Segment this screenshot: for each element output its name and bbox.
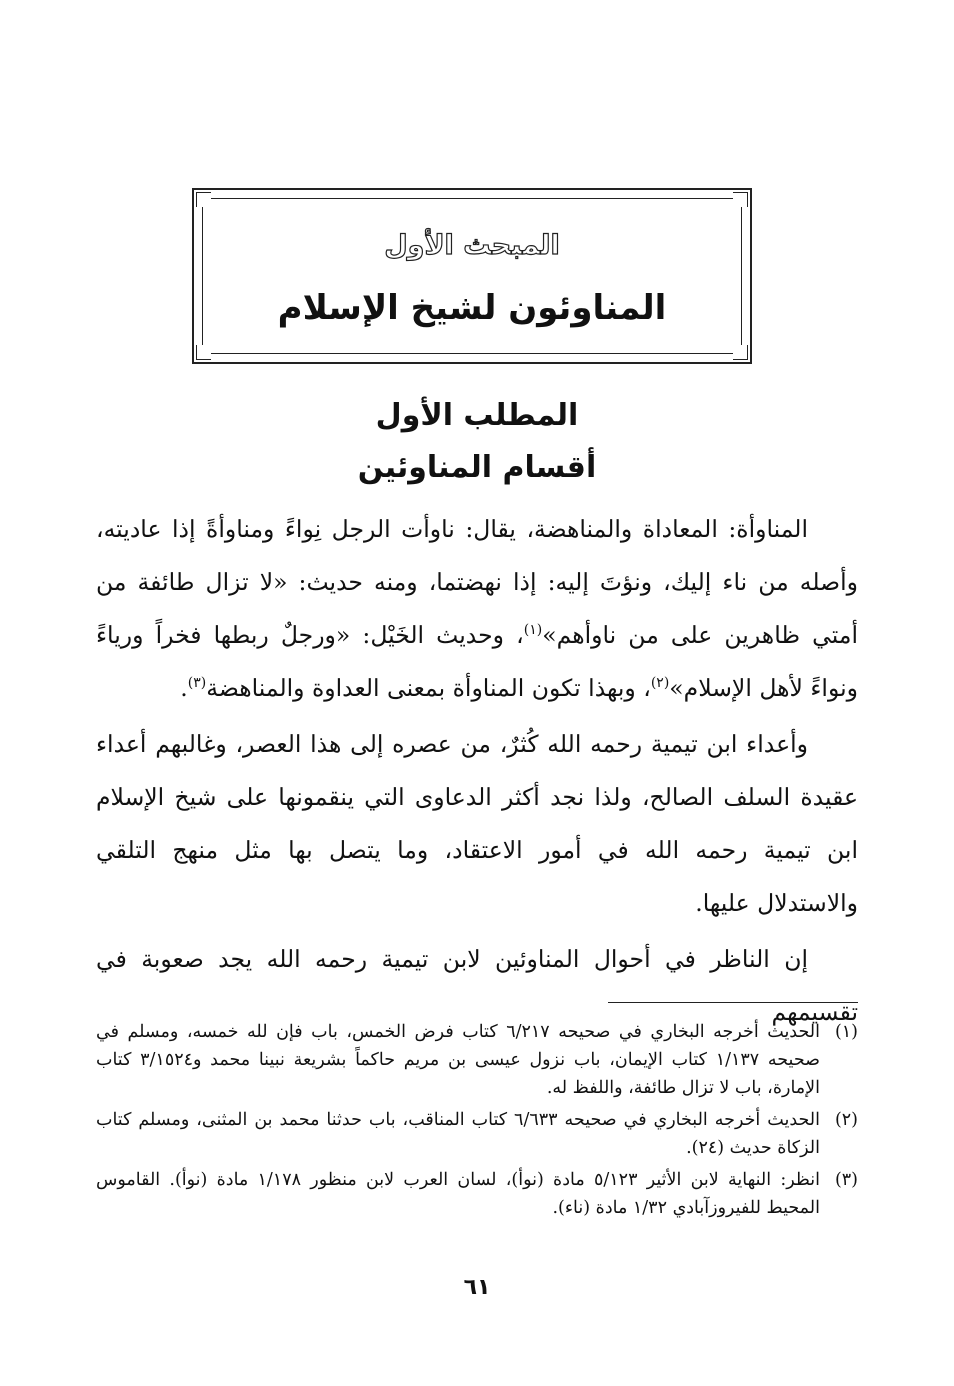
footnote-text: الحديث أخرجه البخاري في صحيحه ٦/٢١٧ كتاب فرض الخمس، باب فإن لله خمسه، ومسلم في صحيحه ١/١٣٧ كتاب الإيمان، باب نزول عيسى بن مريم حاكماً بشريعة نبينا محمد و٣/١٥٢٤ كتاب الإمارة، باب لا تزال طائفة، واللفظ له. <box>96 1022 820 1098</box>
paragraph-1-part-a: المناوأة: المعاداة والمناهضة، يقال: ناوأت الرجل نِواءً ومناوأةً إذا عاديته، وأصله من ناء إليك، ونؤتَ إليه: إذا نهضتما، ومنه حديث: «لا تزال طائفة من أمتي ظاهرين على من ناوأهم» <box>96 515 858 649</box>
paragraph-1-part-b: ، وحديث الخَيْل: «ورجلٌ ربطها فخراً ورياءً ونواءً لأهل الإسلام» <box>96 621 858 702</box>
paragraph-1-part-d: . <box>180 674 188 702</box>
paragraph-1-part-c: ، وبهذا تكون المناوأة بمعنى العداوة والمناهضة <box>206 674 651 702</box>
footnote-3 <box>96 1166 858 1222</box>
chapter-title: المناوئون لشيخ الإسلام <box>277 288 667 328</box>
footnote-number: (٣) <box>834 1170 858 1190</box>
footnote-number: (١) <box>834 1022 858 1042</box>
frame-corner-ornament <box>733 192 748 207</box>
frame-corner-ornament <box>733 345 748 360</box>
paragraph-1 <box>96 503 858 715</box>
frame-corner-ornament <box>196 192 211 207</box>
chapter-kicker: المبحث الأول <box>384 230 560 261</box>
chapter-title-frame <box>192 188 752 364</box>
footnote-number: (٢) <box>834 1110 858 1130</box>
body-text <box>96 503 858 1039</box>
footnote-1 <box>96 1018 858 1102</box>
footnote-ref-1: (١) <box>523 622 543 639</box>
paragraph-2: وأعداء ابن تيمية رحمه الله كُثرٌ، من عصره إلى هذا العصر، وغالبهم أعداء عقيدة السلف الصالح، ولذا نجد أكثر الدعاوى التي ينقمونها على شيخ الإسلام ابن تيمية رحمه الله في أمور الاعتقاد، وما يتصل بها مثل منهج التلقي والاستدلال عليها. <box>96 730 858 917</box>
footnote-ref-3: (٣) <box>187 675 207 692</box>
footnote-text: الحديث أخرجه البخاري في صحيحه ٦/٦٣٣ كتاب المناقب، باب حدثنا محمد بن المثنى، ومسلم كتاب الزكاة حديث (٢٤). <box>96 1110 820 1158</box>
footnote-2 <box>96 1106 858 1162</box>
chapter-title-inner-frame <box>202 198 742 354</box>
paragraph-3: إن الناظر في أحوال المناوئين لابن تيمية رحمه الله يجد صعوبة في تقسيمهم <box>96 945 858 1026</box>
section-heading: المطلب الأول <box>375 398 579 433</box>
footnotes <box>96 1018 858 1226</box>
section-subheading: أقسام المناوئين <box>357 450 597 485</box>
frame-corner-ornament <box>196 345 211 360</box>
footnote-text: انظر: النهاية لابن الأثير ٥/١٢٣ مادة (نوأ)، لسان العرب لابن منظور ١/١٧٨ مادة (نوأ). القاموس المحيط للفيروزآبادي ١/٣٢ مادة (ناء). <box>96 1170 820 1218</box>
footnote-separator <box>608 1002 858 1003</box>
page-number: ٦١ <box>463 1275 491 1300</box>
footnote-ref-2: (٢) <box>650 675 670 692</box>
